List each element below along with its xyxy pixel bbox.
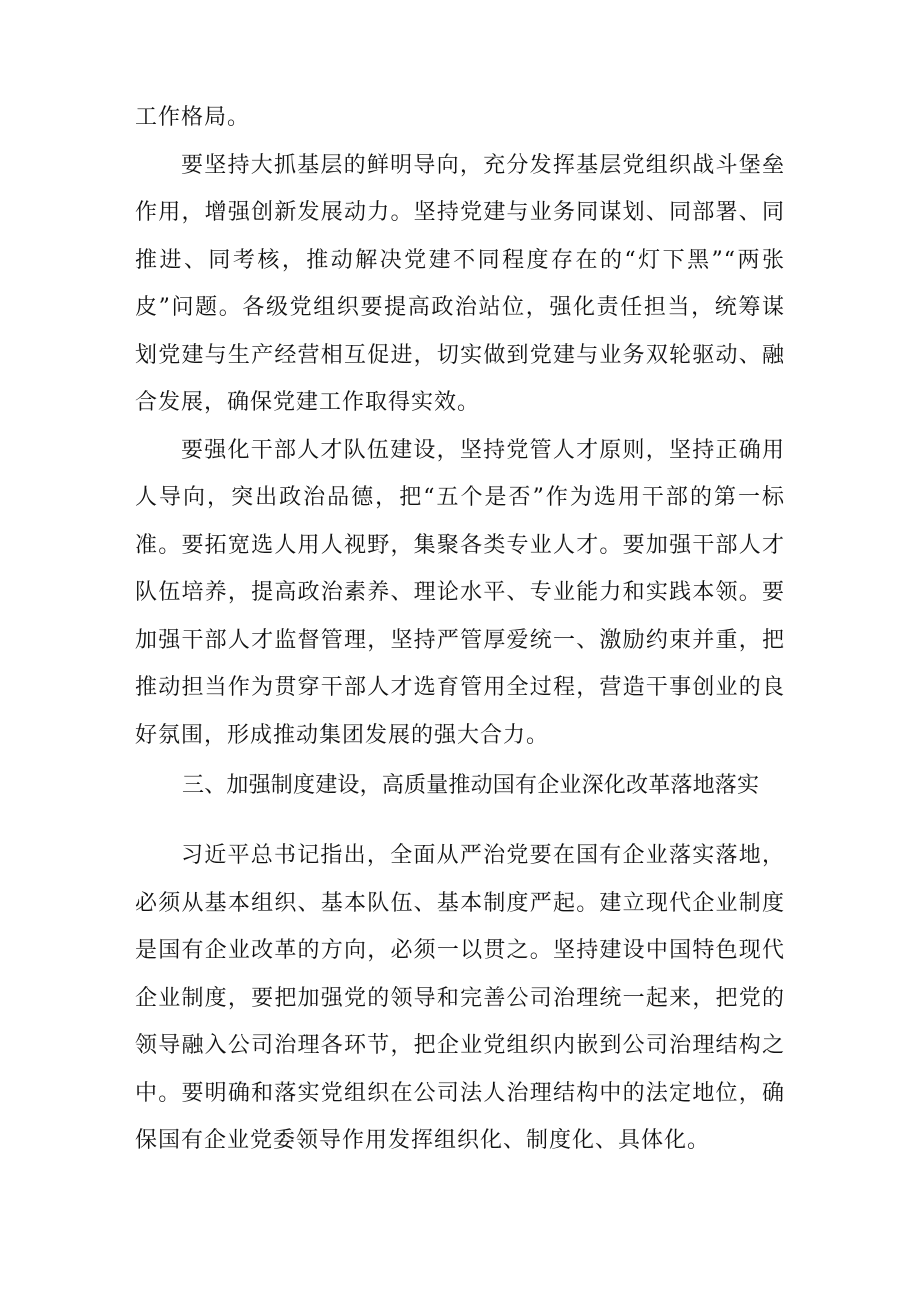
paragraph-line: 必须从基本组织、基本队伍、基本制度严起。建立现代企业制度 bbox=[135, 890, 785, 916]
paragraph-line: 要强化干部人才队伍建设，坚持党管人才原则，坚持正确用 bbox=[181, 437, 785, 463]
paragraph-line: 好氛围，形成推动集团发展的强大合力。 bbox=[135, 722, 550, 748]
body-text-bottom bbox=[135, 832, 785, 1165]
section-heading: 三、加强制度建设，高质量推动国有企业深化改革落地落实 bbox=[182, 773, 760, 798]
paragraph-line: 准。要拓宽选人用人视野，集聚各类专业人才。要加强干部人才 bbox=[135, 532, 785, 558]
paragraph-line: 是国有企业改革的方向，必须一以贯之。坚持建设中国特色现代 bbox=[135, 938, 785, 963]
paragraph-line: 划党建与生产经营相互促进，切实做到党建与业务双轮驱动、融 bbox=[135, 342, 785, 368]
paragraph-line: 企业制度，要把加强党的领导和完善公司治理统一起来，把党的 bbox=[135, 985, 785, 1011]
paragraph-line: 人导向，突出政治品德，把“五个是否”作为选用干部的第一标 bbox=[135, 485, 785, 510]
paragraph-line: 推进、同考核，推动解决党建不同程度存在的“灯下黑”“两张 bbox=[135, 247, 785, 273]
paragraph-line: 加强干部人才监督管理，坚持严管厚爱统一、激励约束并重，把 bbox=[135, 627, 785, 653]
body-text-top bbox=[135, 94, 785, 759]
paragraph-line: 工作格局。 bbox=[135, 105, 251, 130]
paragraph-line: 皮”问题。各级党组织要提高政治站位，强化责任担当，统筹谋 bbox=[135, 295, 785, 320]
paragraph-line: 领导融入公司治理各环节，把企业党组织内嵌到公司治理结构之 bbox=[135, 1033, 785, 1058]
paragraph-line: 保国有企业党委领导作用发挥组织化、制度化、具体化。 bbox=[135, 1128, 711, 1153]
paragraph-line: 合发展，确保党建工作取得实效。 bbox=[135, 390, 481, 415]
paragraph-line: 队伍培养，提高政治素养、理论水平、专业能力和实践本领。要 bbox=[135, 580, 785, 605]
paragraph-line: 要坚持大抓基层的鲜明导向，充分发挥基层党组织战斗堡垒 bbox=[181, 152, 785, 178]
paragraph-line: 推动担当作为贯穿干部人才选育管用全过程，营造干事创业的良 bbox=[135, 675, 785, 700]
paragraph-line: 作用，增强创新发展动力。坚持党建与业务同谋划、同部署、同 bbox=[135, 200, 785, 225]
paragraph-line: 中。要明确和落实党组织在公司法人治理结构中的法定地位，确 bbox=[135, 1080, 785, 1106]
paragraph-line: 习近平总书记指出，全面从严治党要在国有企业落实落地， bbox=[181, 843, 785, 868]
